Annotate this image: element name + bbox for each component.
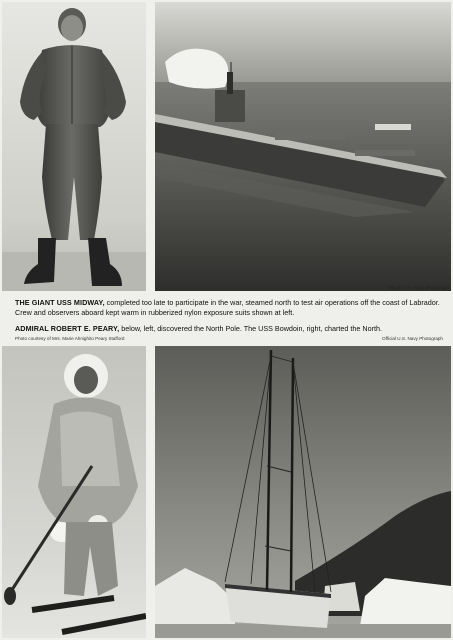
bowdoin-photo-credit: Official U.S. Navy Photograph (382, 336, 443, 341)
exposure-suit-photo (2, 2, 146, 291)
midway-caption (15, 298, 443, 317)
peary-caption-body: below, left, discovered the North Pole. The USS Bowdoin, right, charted the North. (119, 324, 382, 333)
uss-bowdoin-photo (155, 346, 451, 638)
peary-photo-credit: Photo courtesy of Mrs. Marie Ahnighito Peary Stafford (15, 336, 125, 341)
midway-photo-credit: Official U. S. Navy photograph (387, 285, 449, 290)
peary-caption-lead: ADMIRAL ROBERT E. PEARY, (15, 324, 120, 333)
uss-midway-photo (155, 2, 451, 291)
peary-caption (15, 324, 443, 334)
admiral-peary-photo (2, 346, 146, 638)
midway-caption-lead: THE GIANT USS MIDWAY, (15, 298, 105, 307)
midway-caption-body: completed too late to participate in the war, steamed north to test air operations off the coast of Labrador. Crew and observers aboard kept warm in rubberized nylon exposure suits shown at left. (15, 298, 440, 317)
